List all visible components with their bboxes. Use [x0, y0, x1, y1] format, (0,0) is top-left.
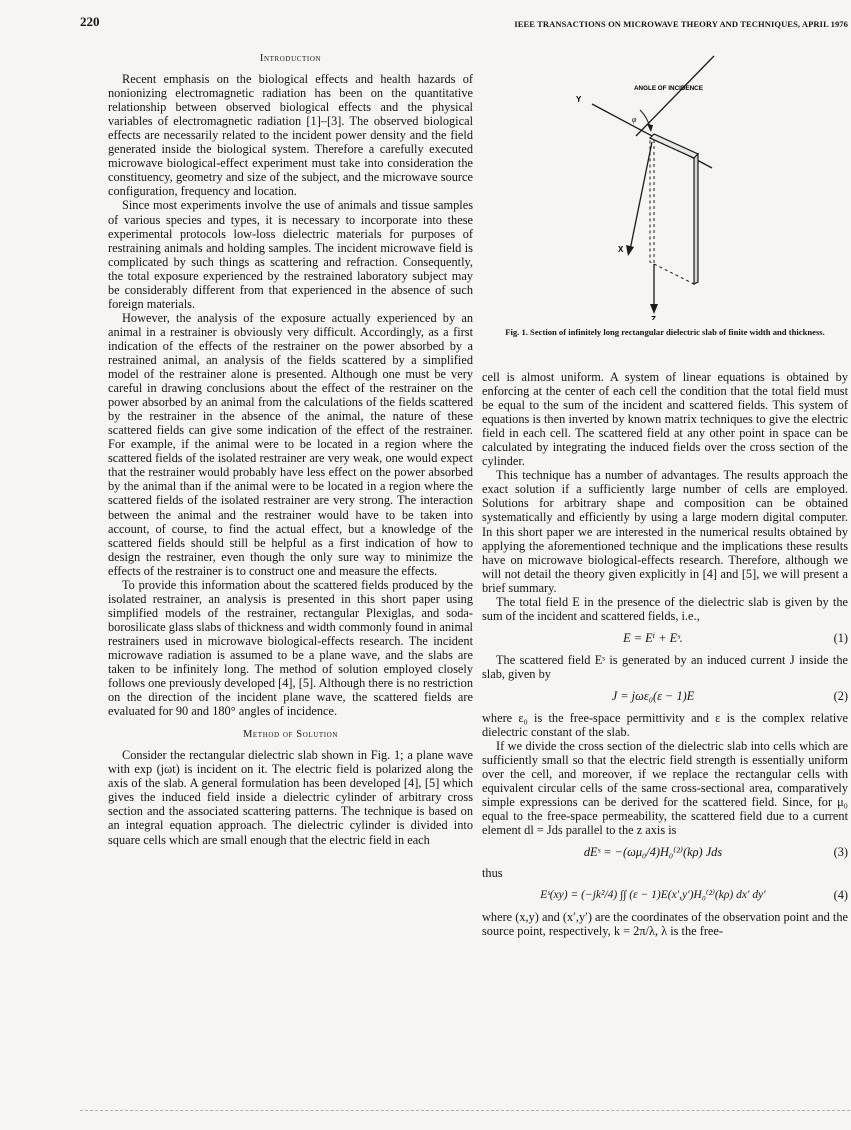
paragraph: The scattered field Eˢ is generated by an induced current J inside the slab, given by [482, 652, 848, 681]
paragraph: where (x,y) and (x′,y′) are the coordinates of the observation point and the source point, respectively, k = 2π/λ, λ is the free- [482, 909, 848, 938]
angle-of-incidence-label: ANGLE OF INCIDENCE [634, 85, 703, 92]
page-number: 220 [80, 14, 100, 29]
figure-caption: Fig. 1. Section of infinitely long rectangular dielectric slab of finite width and thickness. [505, 327, 825, 337]
paragraph: If we divide the cross section of the dielectric slab into cells which are sufficiently small so that the electric field strength is essentially uniform over the cell, and moreover, if we replace the rectangular cells with equivalent circular cells of the same cross-sectional area, comparatively simple expressions can be derived for the scattered field. Since, for μ₀ equal to the free-space permeability, the scattered field due to a current element dl = Jds parallel to the z axis is [482, 739, 848, 838]
x-axis-arrowhead [626, 245, 634, 256]
equation-number: (3) [833, 845, 848, 860]
equation-1 [482, 631, 848, 645]
phi-arrowhead [647, 124, 653, 132]
paragraph: where ε₀ is the free-space permittivity and ε is the complex relative dielectric constant of the slab. [482, 711, 848, 740]
paragraph: The total field E in the presence of the dielectric slab is given by the sum of the incident and scattered fields, i.e., [482, 594, 848, 623]
y-axis-label: Y [576, 95, 582, 104]
paragraph: This technique has a number of advantages. The results approach the exact solution if a sufficiently large number of cells are employed. Solutions for arbitrary shape and composition can be obtained systematically and efficiently by using a large modern digital computer. In this short paper we are interested in the numerical results obtained by applying the aforementioned technique and the implications these results have on microwave biological-effects research. Therefore, although we will not detail the theory given explicitly in [4] and [5], we will present a brief summary. [482, 468, 848, 595]
slab-top-face [650, 134, 698, 158]
z-axis-arrowhead [650, 304, 658, 314]
equation-3 [482, 845, 848, 859]
incidence-ray [636, 56, 714, 136]
paragraph: Consider the rectangular dielectric slab shown in Fig. 1; a plane wave with exp (jωt) is incident on it. The electric field is polarized along the axis of the slab. A general formulation has been developed [4], [5] which gives the induced field inside a dielectric cylinder of arbitrary cross section and the associated scattering patterns. The technique is based on an integral equation approach. The dielectric cylinder is divided into square cells which are small enough that the electric field in each [108, 748, 473, 847]
slab-diagram [562, 50, 742, 320]
slab-side-face [694, 154, 698, 284]
equation-body: dEˢ = −(ωμ₀/4)H₀⁽²⁾(kρ) Jds [583, 845, 723, 860]
equation-number: (2) [833, 688, 848, 703]
slab-hidden-edges [650, 138, 694, 284]
x-axis-label: X [618, 245, 624, 254]
equation-body: Eˢ(xy) = (−jk²/4) ∫∫ (ε − 1)E(x′,y′)H₀⁽²⁾(kρ) dx′ dy′ [540, 888, 766, 901]
x-axis-line [630, 142, 652, 250]
equation-body: E = Eⁱ + Eˢ. [623, 630, 683, 645]
equation-number: (1) [833, 630, 848, 645]
z-axis-label: Z [651, 315, 656, 320]
equation-body: J = jωε₀(ε − 1)E [611, 688, 695, 703]
phi-label: φ [632, 115, 637, 124]
equation-4 [482, 888, 848, 902]
paragraph: Recent emphasis on the biological effects and health hazards of nonionizing electromagnetic radiation has been on the quantitative relationship between observed biological effects and the physical variables of electromagnetic radiation [1]–[3]. The observed biological effects are necessarily related to the incident power density and the field generated inside the biological system. Therefore a carefully executed microwave biological-effect experiment must take into consideration the constituency, geometry and size of the subject, and the microwave source configuration, frequency and location. [108, 72, 473, 199]
right-column [482, 370, 848, 938]
paragraph: Since most experiments involve the use of animals and tissue samples of various species and types, it is necessary to incorporate into these experimental protocols low-loss dielectric materials for purposes of restraining animals and holding samples. The incident microwave field is complicated by such things as scattering and refraction. Consequently, the total exposure experienced by the restrained laboratory subject may be considerably different from that experienced in the absence of such foreign materials. [108, 198, 473, 311]
equation-number: (4) [833, 887, 848, 902]
left-column [108, 50, 473, 847]
paragraph: To provide this information about the scattered fields produced by the isolated restrainer, an analysis is presented in this short paper using simplified models of the restrainer, rectangular Plexiglas, and soda-borosilicate glass slabs of thickness and width commonly found in animal restrainers used in microwave biological-effects research. The incident microwave radiation is assumed to be a plane wave, and the slabs are taken to be infinitely long. The method of solution employed closely follows one previously developed [4], [5]. Although there is no restriction on the direction of the incident plane wave, the scattered fields are evaluated for 90 and 180° angles of incidence. [108, 577, 473, 719]
footer-rule [80, 1110, 850, 1111]
paragraph: cell is almost uniform. A system of linear equations is obtained by enforcing at the center of each cell the condition that the total field must be equal to the sum of the incident and scattered fields. This system of equations is then inverted by known matrix techniques to give the electric field in each cell. The scattered field at any other point in space can be calculated by integrating the induced fields over the cross section of the cylinder. [482, 370, 848, 469]
equation-2 [482, 689, 848, 703]
running-header [80, 10, 848, 32]
figure-1 [562, 50, 742, 320]
section-heading-introduction: Introduction [259, 53, 322, 64]
connective-thus: thus [482, 865, 503, 880]
paragraph: However, the analysis of the exposure actually experienced by an animal in a restrainer is obviously very difficult. Accordingly, as a first indication of the effects of the restrainer on the power absorbed by a restrained animal, an analysis of the fields scattered by a simplified model of the restrainer alone is presented. Although one must be very careful in drawing conclusions about the effect of the restrainer on the power absorbed by an animal from the calculations of the fields scattered by the restrainer in the absence of the animal, the nature of these scattered fields can give some indication of the effect of the restrainer. For example, if the animal were to be located in a region where the scattered fields of the isolated restrainer are very weak, one would expect that the restrainer would probably have less effect on the power absorbed by the animal than if the animal were to be located in a region where the scattered fields of the isolated restrainer are very strong. The interaction between the animal and the restrainer would have to be taken into account, of course, to find the actual effect, but a knowledge of the scattered fields should still be helpful as a first indication of how to design the restrainer, even though the only sure way to minimize the effects of the restrainer is to construct one and measure the effects. [108, 310, 473, 578]
journal-title: IEEE TRANSACTIONS ON MICROWAVE THEORY AND TECHNIQUES, APRIL 1976 [514, 19, 848, 29]
section-heading-method: Method of Solution [243, 729, 338, 741]
